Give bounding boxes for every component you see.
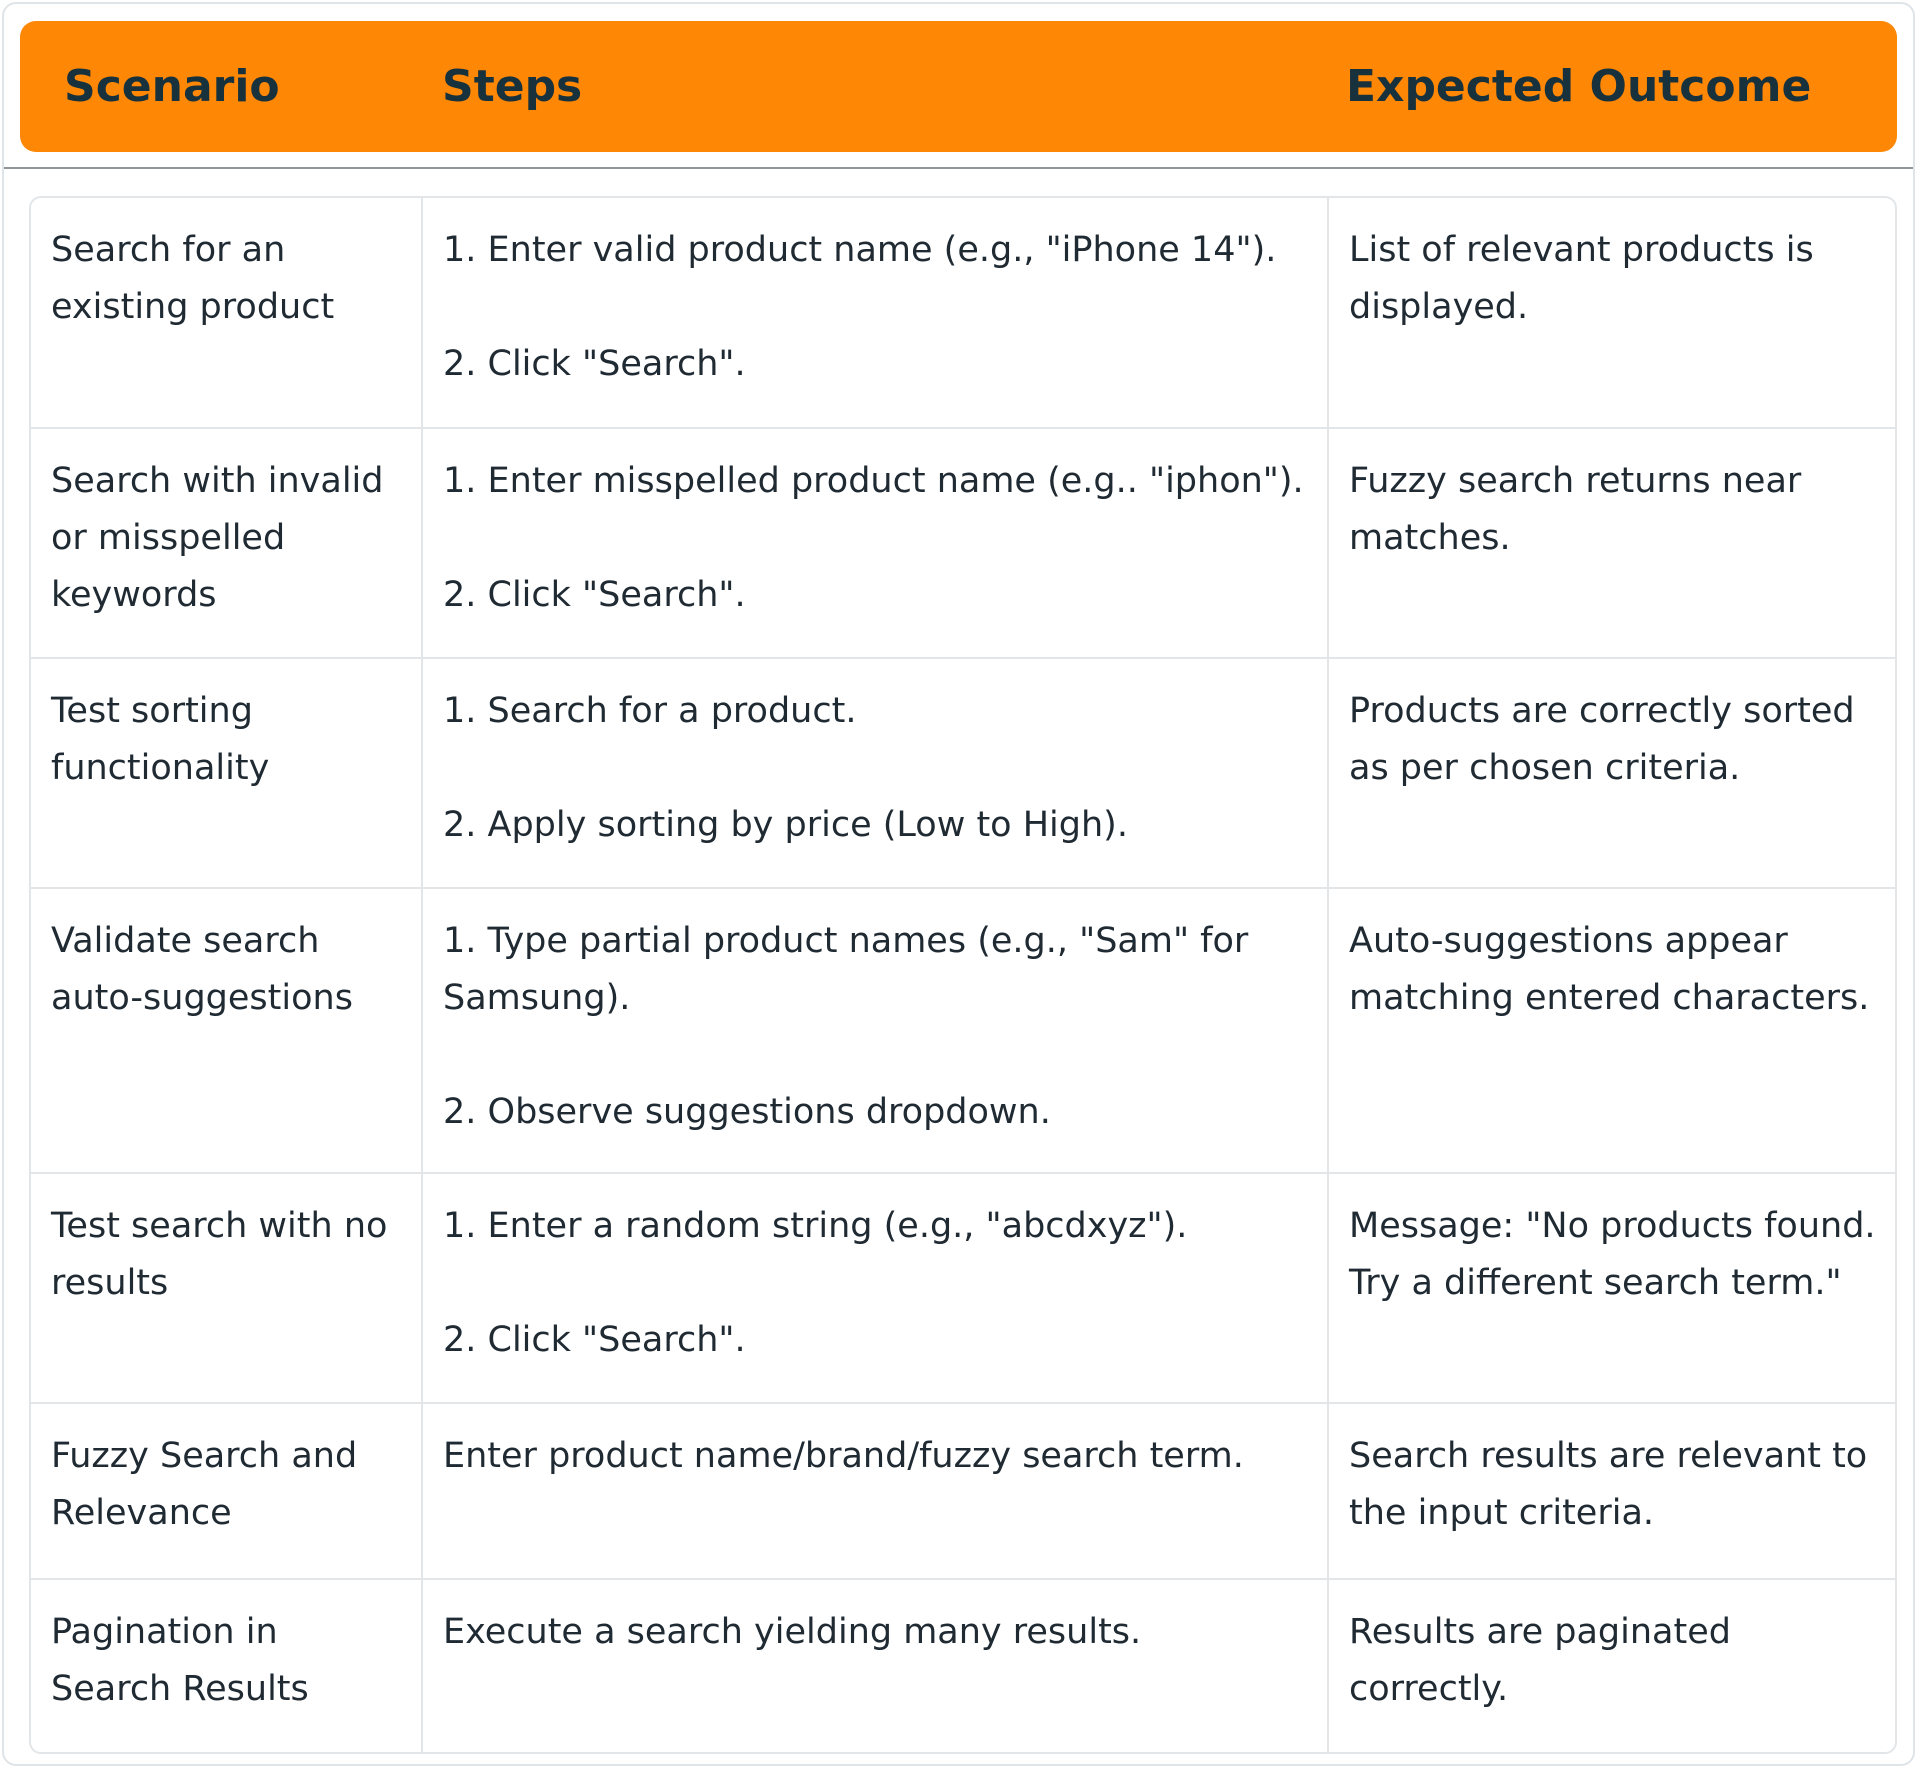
step-text: 1. Type partial product names (e.g., "Sam" for Samsung). [443, 921, 1249, 1018]
step-text: 1. Enter valid product name (e.g., "iPhone 14"). [443, 230, 1277, 270]
steps-cell [423, 659, 1329, 887]
table-row [31, 1174, 1895, 1404]
step-text: 2. Click "Search". [443, 344, 746, 384]
outcome-cell: Message: "No products found. Try a different search term." [1349, 1206, 1876, 1303]
outcome-cell: Auto-suggestions appear matching entered characters. [1349, 921, 1870, 1018]
table-body [29, 196, 1897, 1754]
step-text: 2. Observe suggestions dropdown. [443, 1092, 1051, 1132]
header-scenario: Scenario [64, 61, 280, 112]
table-header [20, 21, 1897, 152]
table-row [31, 1580, 1895, 1752]
scenario-cell: Test search with no results [31, 1174, 423, 1402]
steps-cell [423, 1404, 1329, 1578]
step-text: 2. Click "Search". [443, 575, 746, 615]
table-row [31, 889, 1895, 1174]
header-expected-outcome: Expected Outcome [1346, 61, 1812, 112]
outcome-cell: Products are correctly sorted as per chosen criteria. [1349, 691, 1855, 788]
steps-cell [423, 1580, 1329, 1752]
steps-cell [423, 198, 1329, 427]
table-row [31, 429, 1895, 659]
scenario-cell: Validate search auto-suggestions [31, 889, 423, 1172]
scenario-cell: Test sorting functionality [31, 659, 423, 887]
table-row [31, 659, 1895, 889]
test-scenarios-table-frame [2, 2, 1915, 1766]
step-text: 2. Apply sorting by price (Low to High). [443, 805, 1128, 845]
table-row [31, 1404, 1895, 1580]
outcome-cell: Fuzzy search returns near matches. [1349, 461, 1802, 558]
outcome-cell: Search results are relevant to the input criteria. [1349, 1436, 1868, 1533]
header-divider [4, 167, 1913, 169]
header-steps: Steps [442, 61, 583, 112]
scenario-cell: Fuzzy Search and Relevance [31, 1404, 423, 1578]
steps-cell [423, 889, 1329, 1172]
steps-cell [423, 429, 1329, 657]
table-row [31, 198, 1895, 429]
scenario-cell: Search with invalid or misspelled keywords [31, 429, 423, 657]
scenario-cell: Search for an existing product [31, 198, 423, 427]
step-text: Execute a search yielding many results. [443, 1612, 1142, 1652]
outcome-cell: Results are paginated correctly. [1349, 1612, 1731, 1709]
step-text: 2. Click "Search". [443, 1320, 746, 1360]
step-text: 1. Enter a random string (e.g., "abcdxyz"). [443, 1206, 1188, 1246]
steps-cell [423, 1174, 1329, 1402]
step-text: Enter product name/brand/fuzzy search term. [443, 1436, 1244, 1476]
outcome-cell: List of relevant products is displayed. [1349, 230, 1814, 327]
step-text: 1. Enter misspelled product name (e.g.. "iphon"). [443, 461, 1304, 501]
step-text: 1. Search for a product. [443, 691, 857, 731]
scenario-cell: Pagination in Search Results [31, 1580, 423, 1752]
